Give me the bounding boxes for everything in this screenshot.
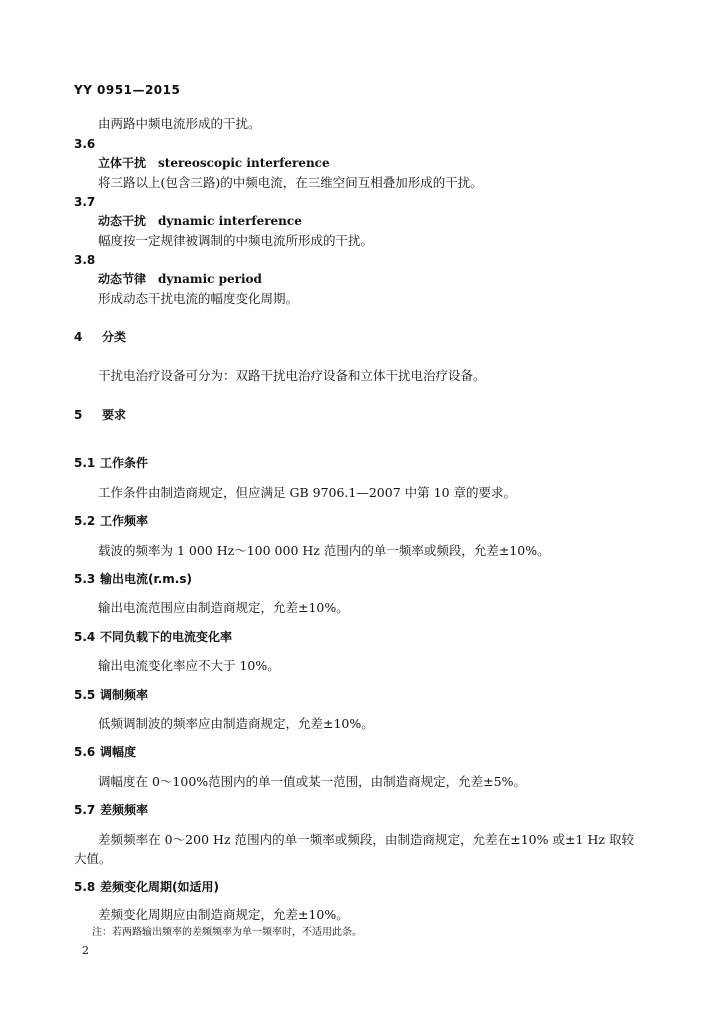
term-zh: 立体干扰 (98, 156, 147, 170)
subsection-text-line: 差频频率在 0～200 Hz 范围内的单一频率或频段，由制造商规定，允差在±10% 或±1 Hz 取较 (98, 832, 634, 847)
subsection-number: 5.8 (74, 880, 96, 894)
term-entry (98, 157, 330, 169)
subsection-number: 5.1 (74, 456, 96, 470)
subsection-number: 5.7 (74, 803, 96, 817)
subsection-heading (74, 631, 232, 643)
subsection-title: 工作条件 (100, 456, 149, 470)
subsection-text-line: 大值。 (74, 851, 112, 866)
subsection-title: 不同负载下的电流变化率 (100, 630, 233, 644)
term-definition: 形成动态干扰电流的幅度变化周期。 (98, 291, 299, 306)
term-zh: 动态节律 (98, 272, 147, 286)
subsection-heading (74, 573, 192, 585)
subsection-text: 载波的频率为 1 000 Hz～100 000 Hz 范围内的单一频率或频段，允差±10%。 (98, 543, 550, 558)
subsection-number: 5.2 (74, 514, 96, 528)
term-en: stereoscopic interference (158, 156, 330, 170)
subsection-title: 差频变化周期(如适用) (100, 880, 219, 894)
term-entry (98, 273, 262, 285)
clause-number: 3.6 (74, 137, 96, 151)
subsection-text: 输出电流变化率应不大于 10%。 (98, 658, 280, 673)
subsection-number: 5.5 (74, 688, 96, 702)
subsection-heading (74, 515, 148, 527)
page-number: 2 (82, 944, 89, 957)
subsection-text: 差频变化周期应由制造商规定，允差±10%。 (98, 907, 349, 922)
section-number: 5 (74, 408, 83, 422)
clause-number: 3.8 (74, 253, 96, 267)
subsection-heading (74, 804, 148, 816)
subsection-title: 输出电流(r.m.s) (100, 572, 192, 586)
term-en: dynamic period (158, 272, 262, 286)
subsection-text: 调幅度在 0～100%范围内的单一值或某一范围，由制造商规定，允差±5%。 (98, 774, 526, 789)
subsection-heading (74, 457, 148, 469)
subsection-text: 工作条件由制造商规定，但应满足 GB 9706.1—2007 中第 10 章的要求。 (98, 485, 516, 500)
subsection-number: 5.3 (74, 572, 96, 586)
term-en: dynamic interference (158, 214, 302, 228)
term-zh: 动态干扰 (98, 214, 147, 228)
subsection-number: 5.6 (74, 745, 96, 759)
term-definition: 将三路以上(包含三路)的中频电流，在三维空间互相叠加形成的干扰。 (98, 175, 483, 190)
term-continuation-text: 由两路中频电流形成的干扰。 (98, 116, 261, 131)
subsection-title: 工作频率 (100, 514, 149, 528)
section-title: 分类 (102, 330, 127, 344)
section-text: 干扰电治疗设备可分为：双路干扰电治疗设备和立体干扰电治疗设备。 (98, 368, 486, 383)
section-heading (74, 409, 126, 421)
section-title: 要求 (102, 408, 127, 422)
subsection-number: 5.4 (74, 630, 96, 644)
note-text: 注：若两路输出频率的差频频率为单一频率时，不适用此条。 (92, 927, 362, 938)
subsection-title: 调幅度 (100, 745, 137, 759)
term-entry (98, 215, 302, 227)
subsection-heading (74, 689, 148, 701)
subsection-title: 差频频率 (100, 803, 149, 817)
subsection-title: 调制频率 (100, 688, 149, 702)
subsection-heading (74, 881, 219, 893)
document-header: YY 0951—2015 (74, 83, 181, 97)
term-definition: 幅度按一定规律被调制的中频电流所形成的干扰。 (98, 233, 374, 248)
clause-number: 3.7 (74, 195, 96, 209)
section-heading (74, 331, 126, 343)
subsection-text: 低频调制波的频率应由制造商规定，允差±10%。 (98, 716, 374, 731)
section-number: 4 (74, 330, 83, 344)
subsection-heading (74, 746, 136, 758)
subsection-text: 输出电流范围应由制造商规定，允差±10%。 (98, 600, 349, 615)
